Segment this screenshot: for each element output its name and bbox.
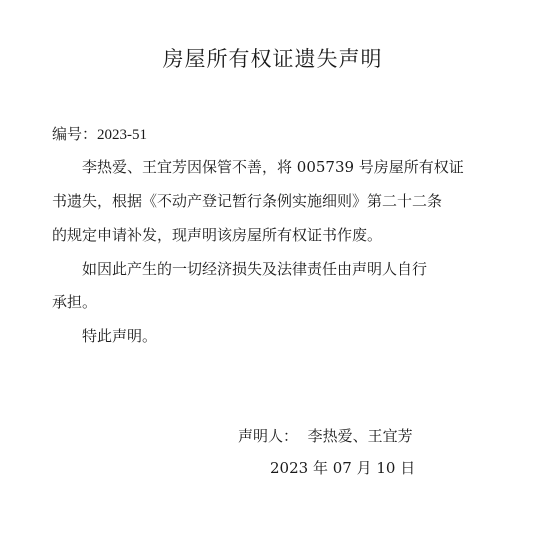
paragraph-1-line-2: 书遗失，根据《不动产登记暂行条例实施细则》第二十二条 <box>52 192 443 210</box>
document-title: 房屋所有权证遗失声明 <box>162 47 383 71</box>
document-number-label: 编号： <box>52 125 98 143</box>
paragraph-2-line-1: 如因此产生的一切经济损失及法律责任由声明人自行 <box>82 260 428 278</box>
paragraph-2-line-2: 承担。 <box>52 293 98 311</box>
declarant-names: 李热爱、王宜芳 <box>307 427 413 445</box>
declaration-date: 2023 年 07 月 10 日 <box>270 459 416 477</box>
document-number <box>52 123 147 146</box>
paragraph-1-line-1: 李热爱、王宜芳因保管不善，将 005739 号房屋所有权证 <box>82 158 464 176</box>
paragraph-1-line-3: 的规定申请补发，现声明该房屋所有权证书作废。 <box>52 226 383 244</box>
closing-statement: 特此声明。 <box>82 327 158 345</box>
declarant-line <box>238 425 413 447</box>
declarant-label: 声明人： <box>238 427 299 445</box>
document-number-value: 2023-51 <box>97 127 148 143</box>
